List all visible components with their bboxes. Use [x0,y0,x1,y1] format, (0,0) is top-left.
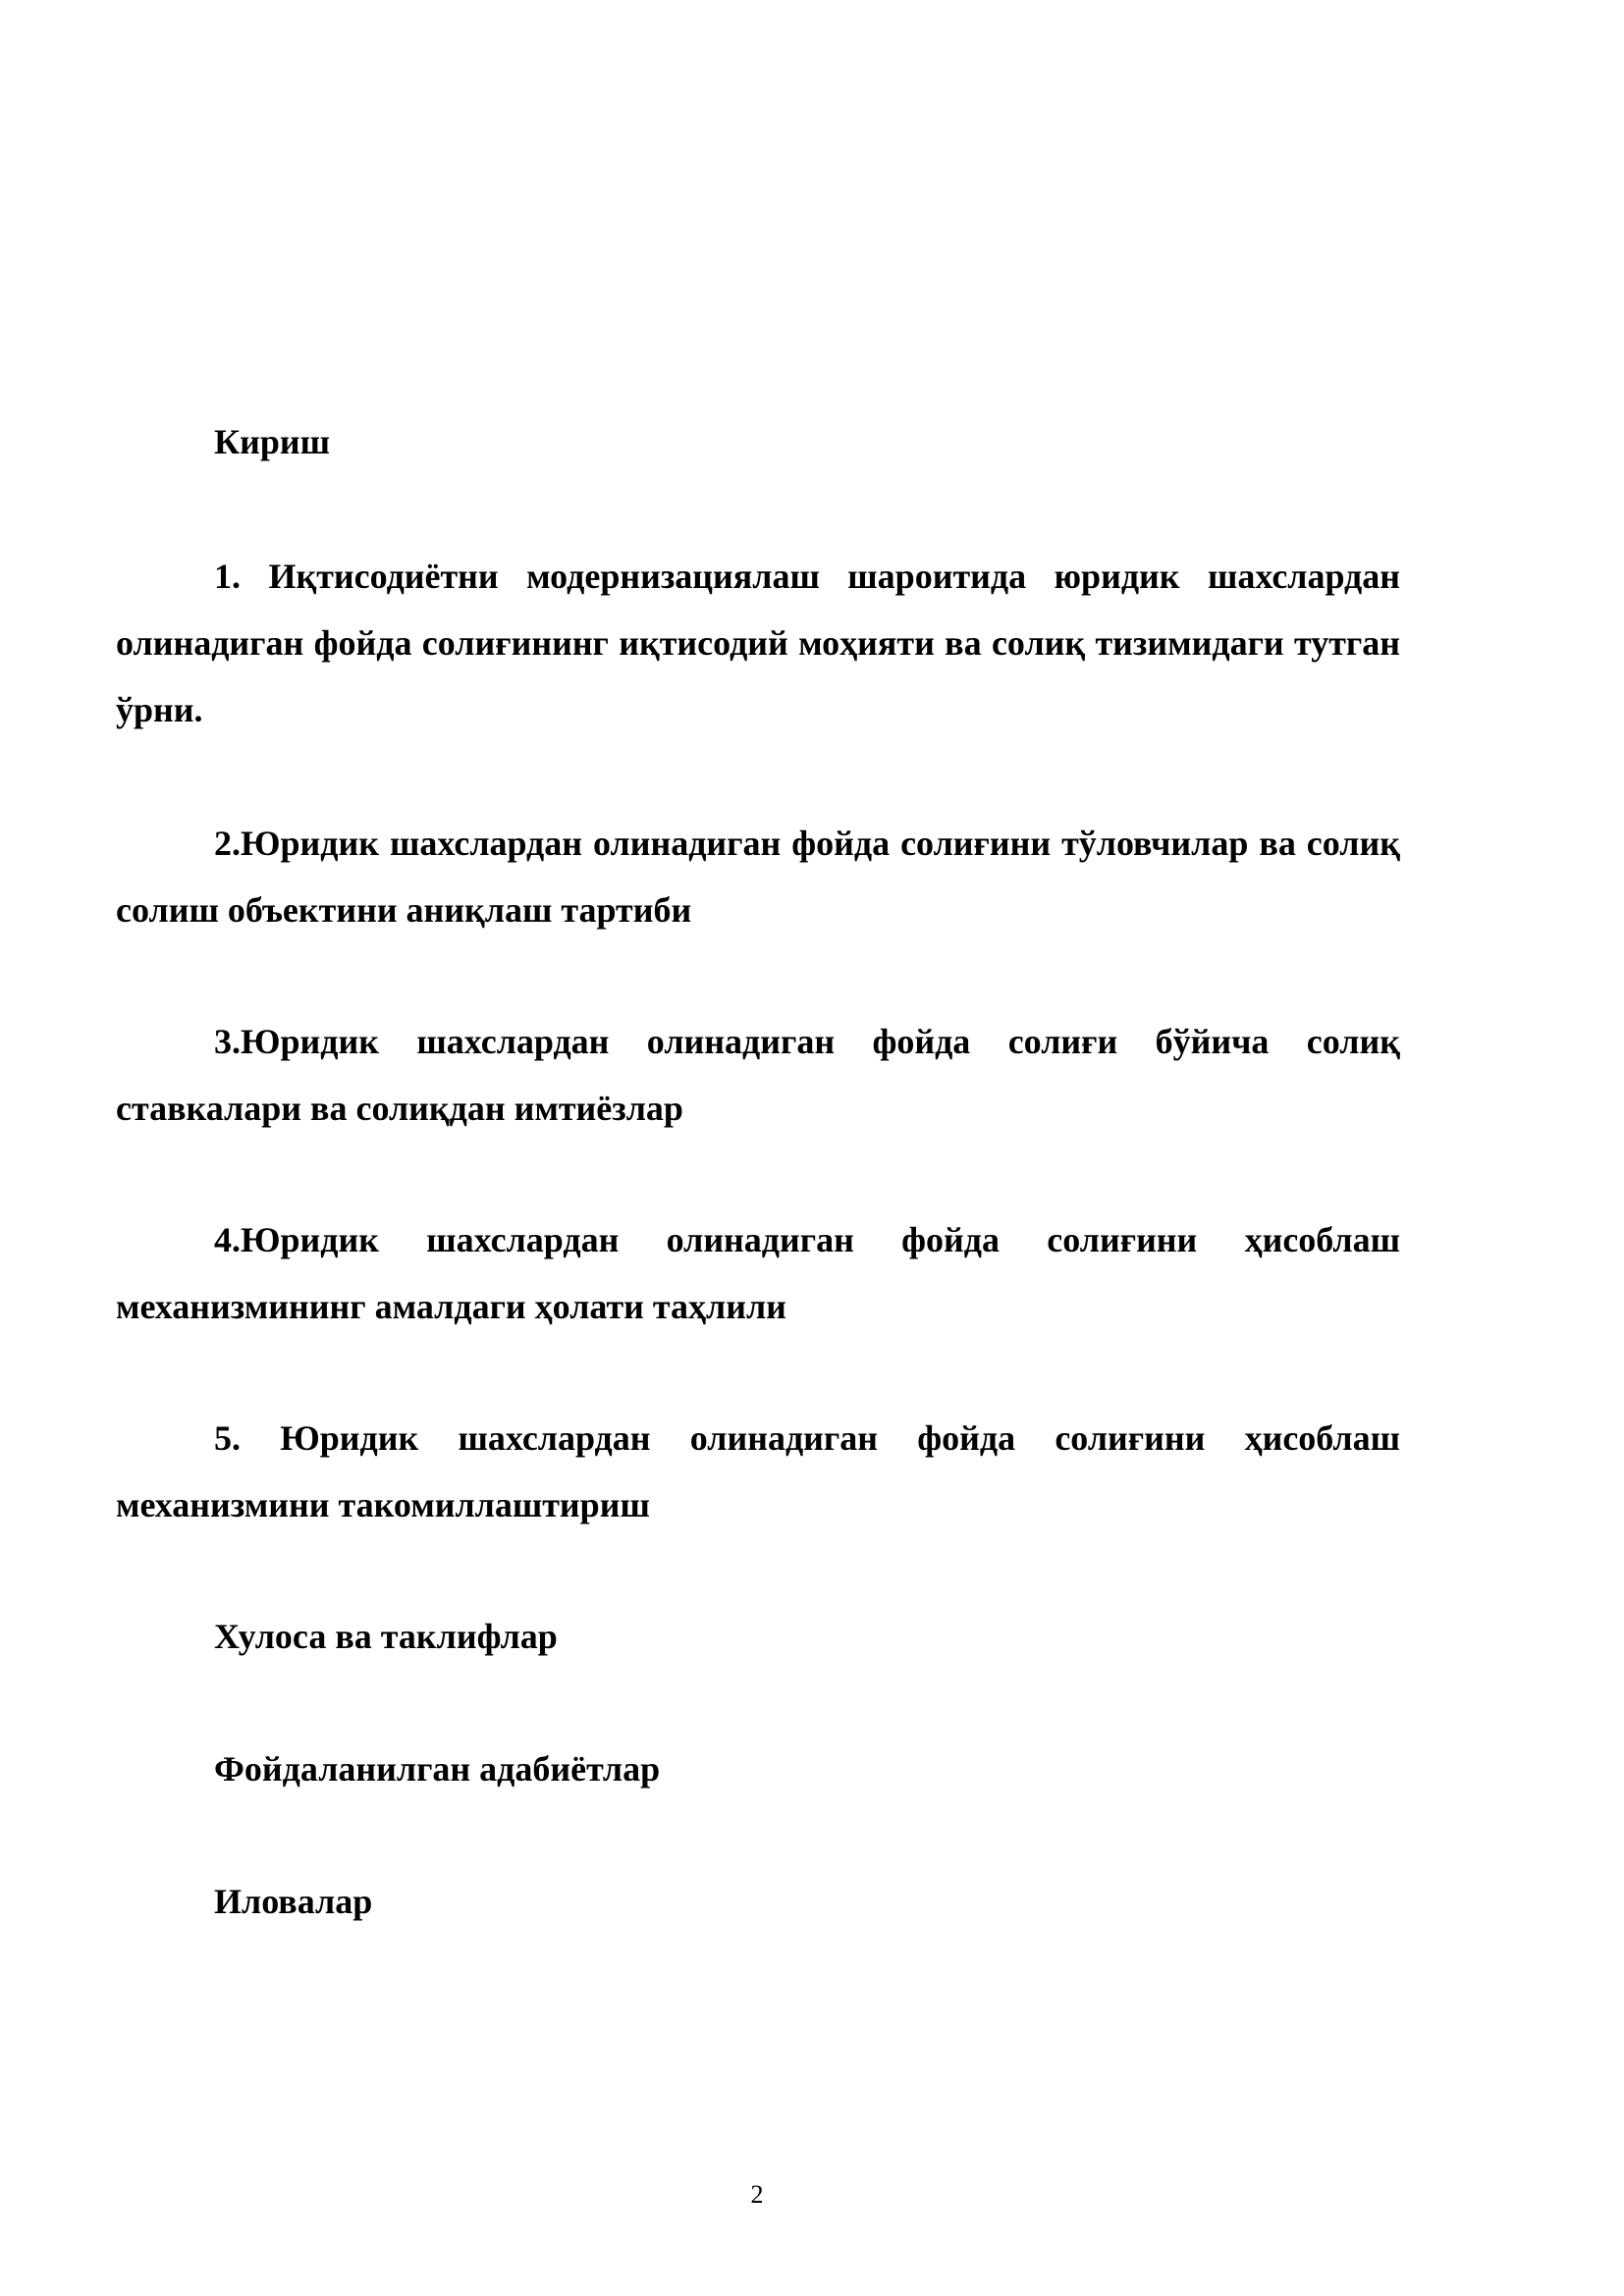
toc-appendices: Иловалар [214,1882,373,1921]
toc-chapter-3: 3.Юридик шахслардан олинадиган фойда солиғи бўйича солиқ ставкалари ва солиқдан имтиёзлар [116,1022,1400,1128]
toc-references: Фойдаланилган адабиётлар [214,1749,661,1789]
toc-chapter-4: 4.Юридик шахслардан олинадиган фойда солиғини ҳисоблаш механизмининг амалдаги ҳолати таҳлили [116,1220,1400,1326]
page-number: 2 [750,2180,764,2209]
toc-intro: Кириш [214,422,331,461]
toc-chapter-2: 2.Юридик шахслардан олинадиган фойда солиғини тўловчилар ва солиқ солиш объектини аниқлаш тартиби [116,824,1400,930]
toc-chapter-5: 5. Юридик шахслардан олинадиган фойда солиғини ҳисоблаш механизмини такомиллаштириш [116,1418,1400,1524]
toc-chapter-1: 1. Иқтисодиётни модернизациялаш шароитида юридик шахслардан олинадиган фойда солиғининг иқтисодий моҳияти ва солиқ тизимидаги тутган ўрни. [116,557,1400,729]
toc-conclusion: Хулоса ва таклифлар [214,1617,558,1656]
